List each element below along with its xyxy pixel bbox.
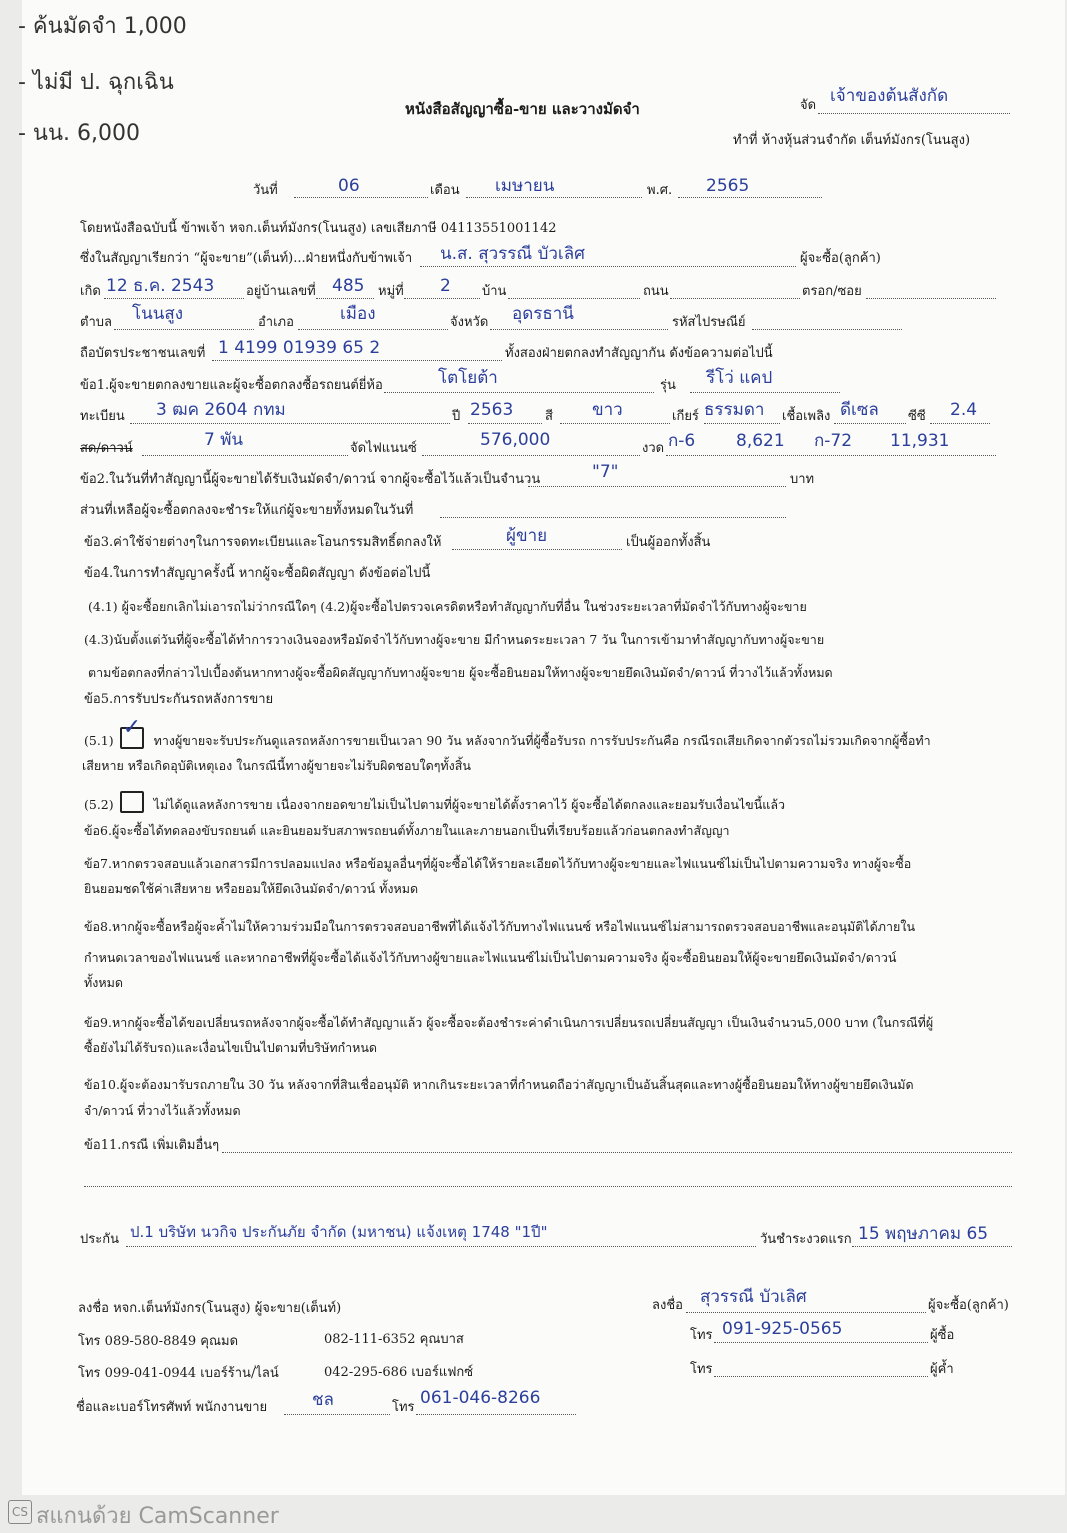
- province-value: อุดรธานี: [512, 304, 574, 324]
- camscanner-text: สแกนด้วย CamScanner: [36, 1504, 279, 1529]
- car-fuel: ดีเซล: [840, 400, 879, 420]
- model-label: รุ่น: [660, 378, 676, 393]
- amphoe-label: อำเภอ: [258, 315, 294, 330]
- moo-label: หมู่ที่: [378, 284, 404, 299]
- clause3-text: ข้อ3.ค่าใช้จ่ายต่างๆในการจดทะเบียนและโอนกรรมสิทธิ์ตกลงให้: [84, 535, 442, 550]
- road-label: ถนน: [643, 284, 669, 299]
- date-value: 06: [338, 176, 360, 196]
- first-payment-label: วันชำระงวดแรก: [760, 1232, 852, 1247]
- handwritten-note-3: - นน. 6,000: [18, 121, 140, 146]
- date-label: วันที่: [253, 183, 278, 198]
- intro-line-1: โดยหนังสือฉบับนี้ ข้าพเจ้า หจก.เต็นท์มังกร(โนนสูง) เลขเสียภาษี 04113551001142: [80, 221, 557, 236]
- clause7-line-b: ยินยอมชดใช้ค่าเสียหาย หรือยอมให้ยึดเงินมัดจำ/ดาวน์ ทั้งหมด: [84, 881, 419, 896]
- year-label: พ.ศ.: [647, 183, 673, 198]
- house-value: 485: [332, 276, 365, 296]
- option-2-text: ไม่ได้ดูแลหลังการขาย เนื่องจากยอดขายไม่เป็นไปตามที่ผู้จะขายได้ตั้งราคาไว้ ผู้จะซื้อได้ตกลงและยอมรับเงื่อนไขนี้แล้ว: [153, 797, 785, 812]
- month-label: เดือน: [430, 183, 460, 198]
- phone-3: โทร 099-041-0944 เบอร์ร้าน/ไลน์: [78, 1366, 279, 1381]
- staff-tel-value: 061-046-8266: [420, 1388, 541, 1408]
- clause9-line-b: ซื้อยังไม่ได้รับรถ)และเงื่อนไขเป็นไปตามที่บริษัทกำหนด: [84, 1040, 378, 1055]
- clause5-option-1[interactable]: [84, 715, 931, 750]
- clause11-text: ข้อ11.กรณี เพิ่มเติมอื่นๆ: [84, 1138, 220, 1153]
- place-text: ทำที่ ห้างหุ้นส่วนจำกัด เต็นท์มังกร(โนนสูง): [733, 133, 971, 148]
- car-year-label: ปี: [452, 409, 461, 424]
- made-at-value: เจ้าของต้นสังกัด: [830, 86, 949, 106]
- cc-label: ซีซี: [908, 409, 926, 424]
- finance-label: จัดไฟแนนซ์: [350, 441, 417, 456]
- month-value: เมษายน: [495, 176, 555, 196]
- clause10-line-b: จำ/ดาวน์ ที่วางไว้แล้วทั้งหมด: [84, 1103, 241, 1118]
- amphoe-value: เมือง: [340, 304, 376, 324]
- soi-label: ตรอก/ซอย: [802, 284, 862, 299]
- clause7-line-a: ข้อ7.หากตรวจสอบแล้วเอกสารมีการปลอมแปลง หรือข้อมูลอื่นๆที่ผู้จะซื้อได้ให้รายละเอียดไว้กับทางผู้จะขายและไฟแนนซ์ไม่เป็นไปตามความจริง ทางผู้จะซื้อ: [84, 856, 912, 871]
- clause3-value: ผู้ขาย: [506, 526, 548, 546]
- born-value: 12 ธ.ค. 2543: [106, 276, 215, 296]
- installment-1-term: ก-6: [668, 431, 696, 451]
- clause8-line-c: ทั้งหมด: [84, 975, 123, 990]
- house-label: อยู่บ้านเลขที่: [246, 284, 316, 299]
- moo-value: 2: [440, 276, 451, 296]
- handwritten-note-1: - ค้นมัดจำ 1,000: [18, 14, 187, 39]
- deposit-amount: "7": [592, 462, 619, 482]
- guarantor-tel-label: โทร: [690, 1362, 713, 1377]
- down-value: 7 พัน: [204, 430, 244, 450]
- id-value: 1 4199 01939 65 2: [218, 338, 381, 358]
- installment-2-amount: 11,931: [890, 431, 950, 451]
- clause2-line-1: ข้อ2.ในวันที่ทำสัญญานี้ผู้จะขายได้รับเงินมัดจำ/ดาวน์ จากผู้จะซื้อไว้แล้วเป็นจำนวน: [80, 472, 541, 487]
- clause5-option-1-cont: เสียหาย หรือเกิดอุบัติเหตุเอง ในกรณีนี้ทางผู้ขายจะไม่รับผิดชอบใดๆทั้งสิ้น: [82, 758, 471, 773]
- staff-label: ชื่อและเบอร์โทรศัพท์ พนักงานขาย: [76, 1400, 268, 1415]
- year-value: 2565: [706, 176, 750, 196]
- down-label: สด/ดาวน์: [80, 441, 133, 456]
- born-label: เกิด: [80, 284, 101, 299]
- first-payment-value: 15 พฤษภาคม 65: [858, 1224, 989, 1244]
- clause5-text: ข้อ5.การรับประกันรถหลังการขาย: [84, 692, 274, 707]
- buyer-sign-suffix: ผู้จะซื้อ(ลูกค้า): [928, 1298, 1009, 1313]
- option-1-label: (5.1): [84, 733, 114, 748]
- reg-label: ทะเบียน: [80, 409, 125, 424]
- car-brand: โตโยต้า: [438, 368, 498, 388]
- id-label: ถือบัตรประชาชนเลขที่: [80, 346, 206, 361]
- clause8-line-a: ข้อ8.หากผู้จะซื้อหรือผู้จะค้ำไม่ให้ความร่วมมือในการตรวจสอบอาชีพที่ได้แจ้งไว้กับทางไฟแนนซ์ หรือไฟแนนซ์ไม่สามารถตรวจสอบอาชีพและอนุมัติได้ภายใน: [84, 919, 915, 934]
- insurance-value: ป.1 บริษัท นวกิจ ประกันภัย จำกัด (มหาชน) แจ้งเหตุ 1748 "1ปี": [130, 1223, 548, 1241]
- option-2-label: (5.2): [84, 797, 114, 812]
- phone-1: โทร 089-580-8849 คุณมด: [78, 1334, 239, 1349]
- phone-2: 082-111-6352 คุณบาส: [324, 1332, 464, 1347]
- gear-label: เกียร์: [672, 409, 699, 424]
- option-1-text: ทางผู้ขายจะรับประกันดูแลรถหลังการขายเป็นเวลา 90 วัน หลังจากวันที่ผู้ซื้อรับรถ การรับประกันคือ กรณีรถเสียเกิดจากตัวรถไม่รวมเกิดจากผู้ซื้อทำ: [153, 733, 931, 748]
- car-registration: 3 ฒค 2604 กทม: [156, 400, 286, 420]
- buyer-tel-label: โทร: [690, 1328, 713, 1343]
- clause9-line-a: ข้อ9.หากผู้จะซื้อได้ขอเปลี่ยนรถหลังจากผู้จะซื้อได้ทำสัญญาแล้ว ผู้จะซื้อจะต้องชำระค่าดำเนินการเปลี่ยนรถเปลี่ยนสัญญา เป็นเงินจำนวน5,000 บาท (ในกรณีที่ผู้: [84, 1015, 934, 1030]
- clause2-line-2: ส่วนที่เหลือผู้จะซื้อตกลงจะชำระให้แก่ผู้จะขายทั้งหมดในวันที่: [80, 503, 414, 518]
- village-label: บ้าน: [482, 284, 507, 299]
- option-2-checkbox[interactable]: [120, 791, 144, 813]
- insurance-label: ประกัน: [80, 1232, 119, 1247]
- clause4-sub3b: ตามข้อตกลงที่กล่าวไปเบื้องต้นหากทางผู้จะซื้อผิดสัญญากับทางผู้จะขาย ผู้จะซื้อยินยอมให้ทางผู้จะขายยึดเงินมัดจำ/ดาวน์ ที่วางไว้แล้วทั้งหมด: [88, 665, 833, 680]
- installment-1-amount: 8,621: [736, 431, 785, 451]
- car-gear: ธรรมดา: [704, 400, 765, 420]
- guarantor-tel-suffix: ผู้ค้ำ: [930, 1362, 954, 1377]
- staff-tel-label: โทร: [392, 1400, 415, 1415]
- color-label: สี: [545, 409, 553, 424]
- tambon-value: โนนสูง: [132, 304, 184, 324]
- scanner-footer: [0, 1495, 1067, 1533]
- clause5-option-2[interactable]: [84, 791, 785, 814]
- buyer-tel-value: 091-925-0565: [722, 1319, 843, 1339]
- handwritten-note-2: - ไม่มี ป. ฉุกเฉิน: [18, 70, 174, 95]
- buyer-sign-label: ลงชื่อ: [652, 1298, 683, 1313]
- intro-line-2: ซึ่งในสัญญาเรียกว่า “ผู้จะขาย”(เต็นท์)...ฝ่ายหนึ่งกับข้าพเจ้า: [80, 251, 413, 266]
- deposit-unit: บาท: [790, 472, 815, 487]
- car-year: 2563: [470, 400, 514, 420]
- clause6-text: ข้อ6.ผู้จะซื้อได้ทดลองขับรถยนต์ และยินยอมรับสภาพรถยนต์ทั้งภายในและภายนอกเป็นที่เรียบร้อยแล้วก่อนตกลงทำสัญญา: [84, 823, 730, 838]
- phone-4: 042-295-686 เบอร์แฟกซ์: [324, 1365, 474, 1380]
- clause3-suffix: เป็นผู้ออกทั้งสิ้น: [626, 535, 711, 550]
- checkmark-icon: ✓: [122, 715, 142, 740]
- option-1-checkbox[interactable]: [120, 715, 144, 749]
- seller-signature-line: ลงชื่อ หจก.เต็นท์มังกร(โนนสูง) ผู้จะขาย(เต็นท์): [78, 1301, 342, 1316]
- buyer-name: น.ส. สุวรรณี บัวเลิศ: [440, 244, 585, 264]
- buyer-suffix: ผู้จะซื้อ(ลูกค้า): [800, 251, 881, 266]
- car-cc: 2.4: [950, 400, 978, 420]
- car-model: รีโว่ แคป: [706, 368, 773, 388]
- installment-label: งวด: [642, 441, 665, 456]
- buyer-tel-suffix: ผู้ซื้อ: [930, 1328, 955, 1343]
- province-label: จังหวัด: [450, 315, 489, 330]
- finance-value: 576,000: [480, 430, 551, 450]
- clause4-sub1: (4.1) ผู้จะซื้อยกเลิกไม่เอารถไม่ว่ากรณีใดๆ (4.2)ผู้จะซื้อไปตรวจเครดิตหรือทำสัญญากับที่อื่น ในช่วงระยะเวลาที่มัดจำไว้กับทางผู้จะขาย: [88, 599, 807, 614]
- clause8-line-b: กำหนดเวลาของไฟแนนซ์ และหากอาชีพที่ผู้จะซื้อได้แจ้งไว้กับทางผู้ขายและไฟแนนซ์ไม่เป็นไปตามความจริง ผู้จะซื้อยินยอมให้ผู้จะขายยึดเงินมัดจำ/ดาวน์: [84, 950, 897, 965]
- contract-title: หนังสือสัญญาซื้อ-ขาย และวางมัดจำ: [405, 100, 640, 118]
- clause10-line-a: ข้อ10.ผู้จะต้องมารับรถภายใน 30 วัน หลังจากที่สินเชื่ออนุมัติ หากเกินระยะเวลาที่กำหนดถือว่าสัญญาเป็นอันสิ้นสุดและทางผู้ซื้อยินยอมให้ทางผู้ขายยึดเงินมัด: [84, 1077, 914, 1092]
- fuel-label: เชื้อเพลิง: [782, 409, 831, 424]
- clause4-text: ข้อ4.ในการทำสัญญาครั้งนี้ หากผู้จะซื้อผิดสัญญา ดังข้อต่อไปนี้: [84, 566, 431, 581]
- camscanner-logo-icon: CS: [8, 1500, 32, 1524]
- staff-name: ชล: [312, 1390, 334, 1410]
- clause1-text: ข้อ1.ผู้จะขายตกลงขายและผู้จะซื้อตกลงซื้อรถยนต์ยี่ห้อ: [80, 378, 383, 393]
- installment-2-term: ก-72: [814, 431, 853, 451]
- car-color: ขาว: [592, 400, 623, 420]
- id-suffix: ทั้งสองฝ่ายตกลงทำสัญญากัน ดังข้อความต่อไปนี้: [505, 346, 773, 361]
- tambon-label: ตำบล: [80, 315, 112, 330]
- buyer-signature: สุวรรณี บัวเลิศ: [700, 1287, 807, 1307]
- made-at-label: จัด: [800, 98, 817, 113]
- postcode-label: รหัสไปรษณีย์: [672, 315, 746, 330]
- clause4-sub3a: (4.3)นับตั้งแต่วันที่ผู้จะซื้อได้ทำการวางเงินจองหรือมัดจำไว้กับทางผู้จะขาย มีกำหนดระยะเวลา 7 วัน ในการเข้ามาทำสัญญากับทางผู้จะขาย: [84, 632, 825, 647]
